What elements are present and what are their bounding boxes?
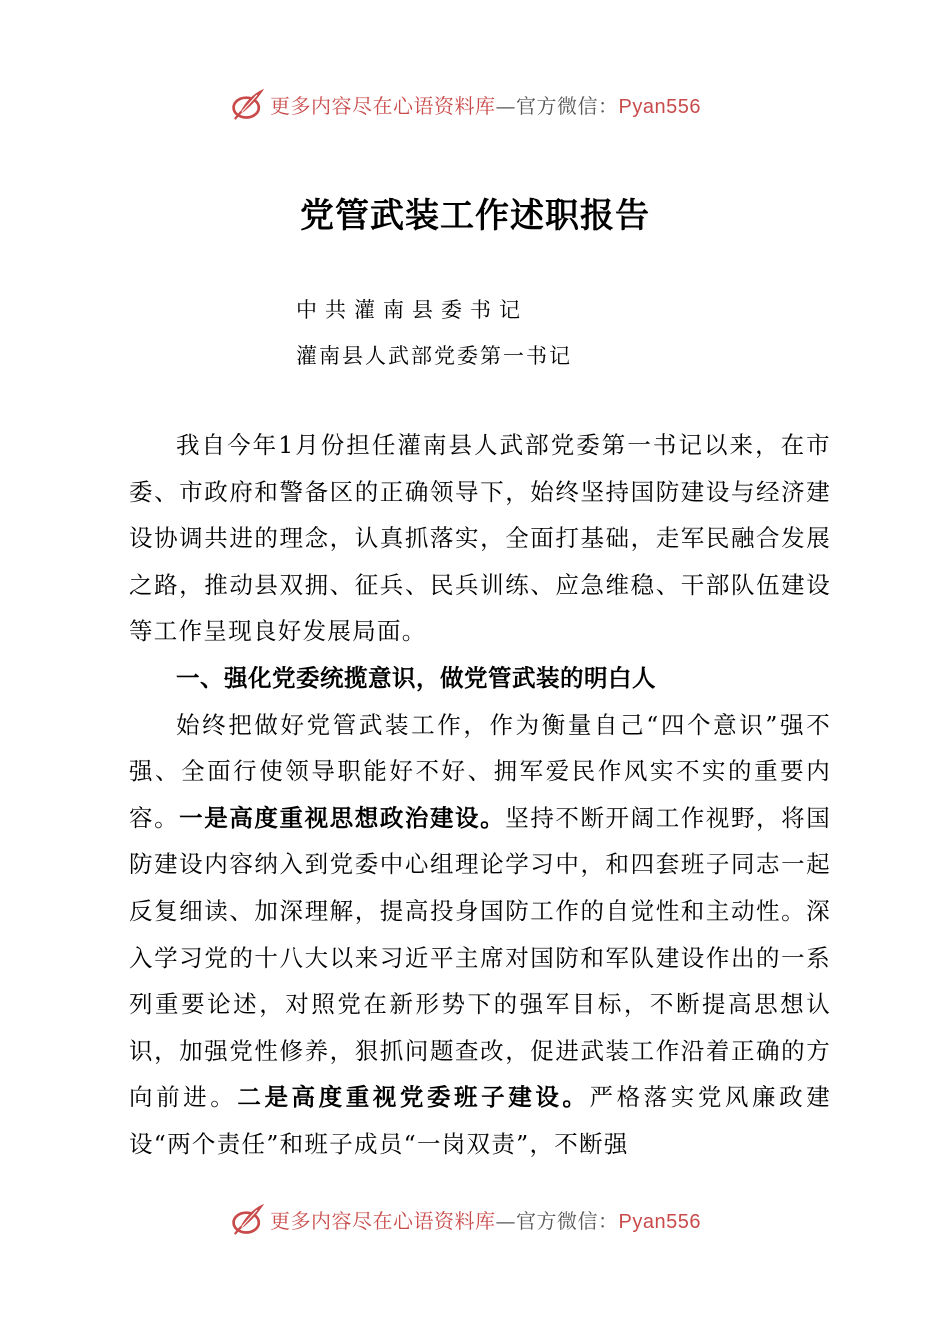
- feather-pen-logo-icon: [230, 86, 266, 122]
- watermark-text: [270, 1205, 701, 1234]
- author-line-2: 灌南县人武部党委第一书记: [296, 344, 572, 368]
- section-1-text-c: 严格落实党风廉政建设“两个责任”和班子成员“一岗双责”，不断强: [129, 1083, 831, 1158]
- section-1-bold-point-2: 二是高度重视党委班子建设。: [237, 1083, 590, 1112]
- watermark-brand: 更多内容尽在心语资料库: [270, 1208, 496, 1233]
- watermark-wechat-label: 官方微信：: [516, 93, 619, 118]
- section-1-bold-point-1: 一是高度重视思想政治建设。: [179, 803, 506, 832]
- footer-watermark-banner: [230, 1199, 750, 1239]
- author-line-1: 中共灌南县委书记: [296, 298, 528, 322]
- section-1-text-a: 始终把做好党管武装工作，作为衡量自己“四个意识”强不强、全面行使领导职能好不好、拥军爱民作风实不实的重要内容。: [129, 710, 831, 832]
- watermark-separator: —: [495, 1208, 516, 1233]
- page-title: 党管武装工作述职报告: [300, 196, 650, 236]
- section-1-paragraph: [129, 702, 831, 1168]
- watermark-brand: 更多内容尽在心语资料库: [270, 93, 496, 118]
- watermark-wechat-label: 官方微信：: [516, 1208, 619, 1233]
- document-body: [129, 422, 831, 1168]
- intro-paragraph: 我自今年1月份担任灌南县人武部党委第一书记以来，在市委、市政府和警备区的正确领导下，始终坚持国防建设与经济建设协调共进的理念，认真抓落实，全面打基础，走军民融合发展之路，推动县双拥、征兵、民兵训练、应急维稳、干部队伍建设等工作呈现良好发展局面。: [129, 431, 831, 646]
- watermark-wechat-handle: Pyan556: [618, 1210, 701, 1233]
- feather-pen-logo-icon: [230, 1201, 266, 1237]
- watermark-text: [270, 90, 701, 119]
- section-1-text-b: 坚持不断开阔工作视野，将国防建设内容纳入到党委中心组理论学习中，和四套班子同志一起反复细读、加深理解，提高投身国防工作的自觉性和主动性。深入学习党的十八大以来习近平主席对国防和军队建设作出的一系列重要论述，对照党在新形势下的强军目标，不断提高思想认识，加强党性修养，狠抓问题查改，促进武装工作沿着正确的方向前进。: [129, 803, 832, 1112]
- watermark-separator: —: [495, 93, 516, 118]
- watermark-wechat-handle: Pyan556: [618, 95, 701, 118]
- section-1-heading: 一、强化党委统揽意识，做党管武装的明白人: [176, 663, 656, 692]
- header-watermark-banner: [230, 84, 750, 124]
